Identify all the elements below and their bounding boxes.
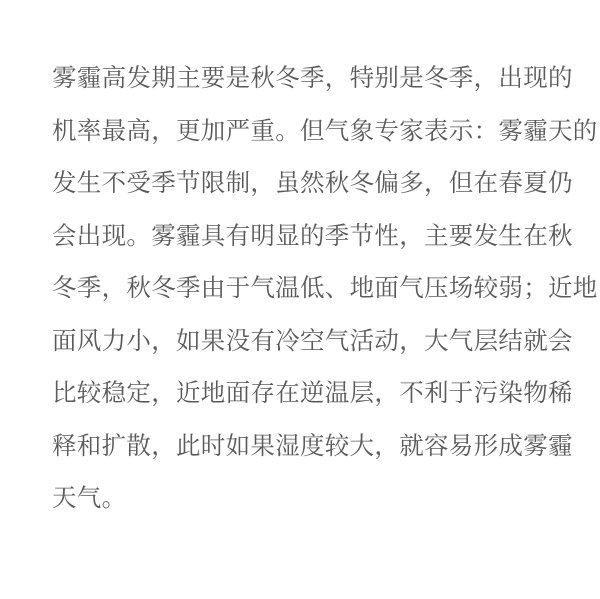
paragraph-line-5: 冬季，秋冬季由于气温低、地面气压场较弱；近地 [52, 273, 598, 302]
paragraph-line-9: 天气。 [52, 483, 127, 512]
paragraph-line-6: 面风力小，如果没有冷空气活动，大气层结就会 [52, 325, 573, 355]
paragraph-line-1: 雾霾高发期主要是秋冬季，特别是冬季，出现的 [52, 63, 573, 92]
paragraph-line-4: 会出现。雾霾具有明显的季节性，主要发生在秋 [52, 220, 573, 250]
paragraph-line-8: 释和扩散，此时如果湿度较大，就容易形成雾霾 [52, 430, 573, 460]
paragraph-line-7: 比较稳定，近地面存在逆温层，不利于污染物稀 [52, 378, 573, 407]
article-paragraph [52, 52, 598, 525]
paragraph-line-2: 机率最高，更加严重。但气象专家表示：雾霾天的 [52, 115, 598, 145]
paragraph-line-3: 发生不受季节限制，虽然秋冬偏多，但在春夏仍 [52, 168, 573, 197]
